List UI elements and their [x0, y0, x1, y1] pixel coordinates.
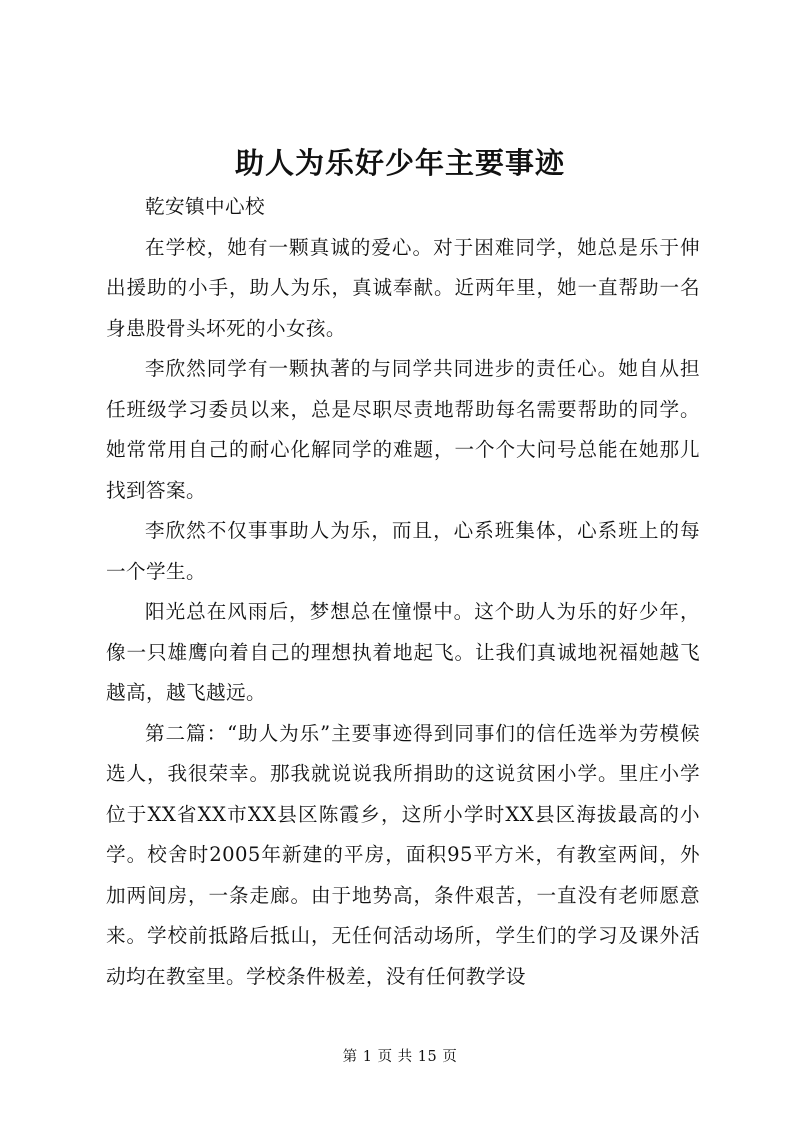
page-number-footer: 第 1 页 共 15 页 — [342, 1049, 458, 1065]
paragraph-4: 阳光总在风雨后，梦想总在憧憬中。这个助人为乐的好少年，像一只雄鹰向着自己的理想执着地起飞。让我们真诚地祝福她越飞越高，越飞越远。 — [106, 600, 700, 704]
school-name: 乾安镇中心校 — [145, 195, 265, 218]
paragraph-5: 第二篇：“助人为乐”主要事迹得到同事们的信任选举为劳模候选人，我很荣幸。那我就说说我所捐助的这说贫困小学。里庄小学位于XX省XX市XX县区陈霞乡，这所小学时XX县区海拔最高的小学。校舍时2005年新建的平房，面积95平方米，有教室两间，外加两间房，一条走廊。由于地势高，条件艰苦，一直没有老师愿意来。学校前抵路后抵山，无任何活动场所，学生们的学习及课外活动均在教室里。学校条件极差，没有任何教学设 — [106, 721, 700, 988]
document-body — [106, 187, 700, 997]
paragraph-3: 李欣然不仅事事助人为乐，而且，心系班集体，心系班上的每一个学生。 — [106, 519, 700, 583]
paragraph-2: 李欣然同学有一颗执著的与同学共同进步的责任心。她自从担任班级学习委员以来，总是尽职尽责地帮助每名需要帮助的同学。她常常用自己的耐心化解同学的难题，一个个大问号总能在她那儿找到答案。 — [106, 357, 700, 502]
paragraph-1: 在学校，她有一颗真诚的爱心。对于困难同学，她总是乐于伸出援助的小手，助人为乐，真诚奉献。近两年里，她一直帮助一名身患股骨头坏死的小女孩。 — [106, 235, 700, 340]
document-title: 助人为乐好少年主要事迹 — [234, 146, 565, 180]
